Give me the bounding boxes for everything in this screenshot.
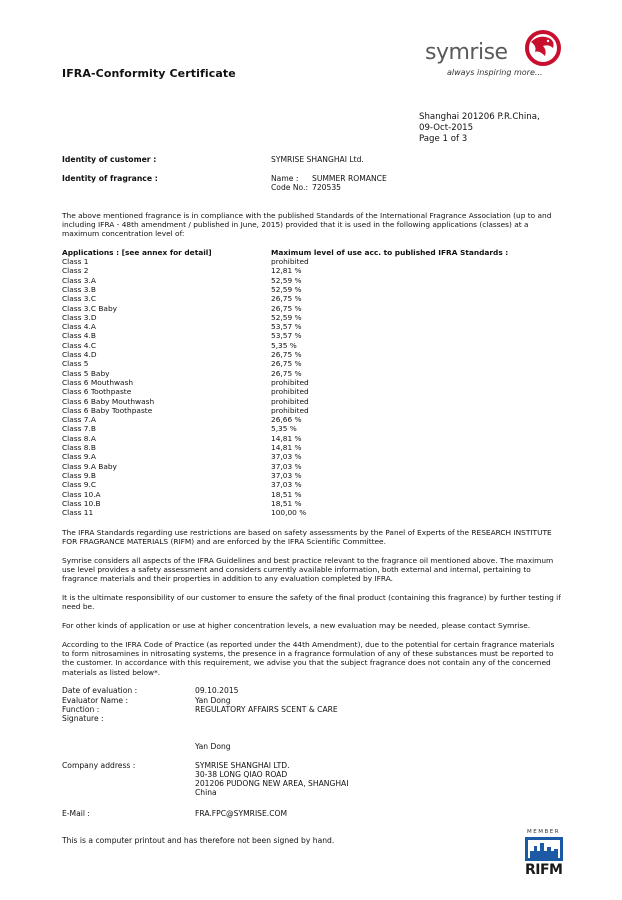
responsibility-paragraph: It is the ultimate responsibility of our customer to ensure the safety of the final product (containing this fragrance) by further testing if need be.	[62, 593, 561, 612]
class-max-level: prohibited	[271, 387, 309, 397]
function-value: REGULATORY AFFAIRS SCENT & CARE	[195, 705, 338, 714]
class-max-level: 14,81 %	[271, 433, 302, 443]
class-name: Class 4.A	[62, 322, 96, 332]
class-name: Class 7.B	[62, 424, 96, 434]
company-address-label: Company address :	[62, 761, 136, 770]
class-row	[62, 508, 362, 517]
class-row	[62, 331, 362, 340]
class-name: Class 6 Mouthwash	[62, 377, 134, 387]
class-name: Class 1	[62, 257, 89, 266]
class-max-level: 37,03 %	[271, 480, 302, 490]
class-max-level: 12,81 %	[271, 266, 302, 276]
rifm-member-text: MEMBER	[527, 829, 561, 835]
email-label: E-Mail :	[62, 809, 90, 818]
evaluation-date-value: 09.10.2015	[195, 686, 239, 695]
location: Shanghai 201206 P.R.China,	[419, 112, 540, 122]
class-row	[62, 304, 362, 313]
ifra-standards-paragraph: The IFRA Standards regarding use restrictions are based on safety assessments by the Panel of Experts of the RESEARCH INSTITUTE FOR FRAGRANCE MATERIALS (RIFM) and are enforced by the IFRA Scientific Committee.	[62, 528, 552, 547]
class-max-level: 53,57 %	[271, 331, 302, 341]
symrise-considerations-paragraph: Symrise considers all aspects of the IFRA Guidelines and best practice relevant to the fragrance oil mentioned above. The maximum use level provides a safety assessment and considers currently available information, both external and internal, pertaining to fragrance materials and their properties in addition to any evaluation completed by IFRA.	[62, 556, 554, 584]
class-name: Class 10.B	[62, 498, 101, 508]
class-row	[62, 350, 362, 359]
class-row	[62, 257, 362, 266]
class-max-level: 52,59 %	[271, 284, 302, 294]
class-max-level: 14,81 %	[271, 443, 302, 452]
class-row	[62, 276, 362, 285]
class-row	[62, 359, 362, 368]
class-row	[62, 462, 362, 471]
max-level-header: Maximum level of use acc. to published IFRA Standards :	[271, 248, 509, 257]
address-line-2: 30-38 LONG QIAO ROAD	[195, 770, 288, 779]
class-row	[62, 322, 362, 331]
class-row	[62, 480, 362, 489]
class-name: Class 7.A	[62, 415, 96, 425]
evaluator-label: Evaluator Name :	[62, 696, 129, 705]
class-name: Class 5	[62, 359, 89, 369]
class-name: Class 9.B	[62, 470, 96, 480]
class-row	[62, 490, 362, 499]
class-row	[62, 294, 362, 303]
customer-label: Identity of customer :	[62, 155, 157, 164]
function-label: Function :	[62, 705, 100, 714]
class-name: Class 3.D	[62, 312, 97, 322]
class-max-level: 18,51 %	[271, 489, 302, 499]
dragon-emblem-icon	[523, 28, 563, 68]
header-location-block	[419, 112, 540, 145]
class-name: Class 6 Baby Mouthwash	[62, 396, 155, 406]
class-max-level: 52,59 %	[271, 275, 302, 285]
class-max-level: 26,75 %	[271, 359, 302, 369]
class-name: Class 3.C	[62, 294, 97, 304]
class-name: Class 9.A	[62, 452, 96, 462]
class-row	[62, 471, 362, 480]
email-value: FRA.FPC@SYMRISE.COM	[195, 809, 288, 818]
class-row	[62, 452, 362, 461]
class-name: Class 4.D	[62, 350, 97, 359]
class-row	[62, 443, 362, 452]
class-max-level: 52,59 %	[271, 312, 302, 322]
class-max-level: 26,75 %	[271, 368, 302, 378]
class-row	[62, 397, 362, 406]
class-row	[62, 406, 362, 415]
name-value: SUMMER ROMANCE	[312, 174, 387, 183]
code-label: Code No.:	[271, 183, 309, 192]
symrise-logo	[425, 28, 565, 84]
class-name: Class 9.A Baby	[62, 461, 117, 471]
address-line-3: 201206 PUDONG NEW AREA, SHANGHAI	[195, 779, 349, 788]
class-name: Class 2	[62, 266, 89, 276]
class-row	[62, 341, 362, 350]
applications-header: Applications : [see annex for detail]	[62, 248, 212, 257]
logo-wordmark: symrise	[425, 40, 508, 65]
class-row	[62, 424, 362, 433]
code-value: 720535	[312, 183, 341, 192]
class-row	[62, 415, 362, 424]
certificate-title: IFRA-Conformity Certificate	[62, 67, 236, 80]
class-row	[62, 313, 362, 322]
class-max-level: 37,03 %	[271, 470, 302, 480]
class-name: Class 6 Toothpaste	[62, 387, 132, 397]
class-max-level: 37,03 %	[271, 452, 302, 462]
customer-value: SYMRISE SHANGHAI Ltd.	[271, 155, 364, 164]
class-max-level: 5,35 %	[271, 424, 297, 434]
class-row	[62, 378, 362, 387]
evaluator-value: Yan Dong	[195, 696, 231, 705]
address-line-1: SYMRISE SHANGHAI LTD.	[195, 761, 290, 770]
class-name: Class 3.A	[62, 275, 96, 285]
class-name: Class 5 Baby	[62, 368, 110, 378]
class-name: Class 3.B	[62, 284, 96, 294]
other-application-paragraph: For other kinds of application or use at higher concentration levels, a new evaluation may be needed, please contact Symrise.	[62, 621, 531, 630]
class-max-level: 37,03 %	[271, 461, 302, 471]
address-line-4: China	[195, 788, 217, 797]
rifm-emblem-icon	[525, 837, 563, 861]
class-max-level: 100,00 %	[271, 508, 307, 518]
class-name: Class 4.B	[62, 331, 96, 341]
name-label: Name :	[271, 174, 299, 183]
class-max-level: prohibited	[271, 396, 309, 406]
class-name: Class 3.C Baby	[62, 303, 118, 313]
class-name: Class 11	[62, 508, 94, 518]
class-name: Class 8.B	[62, 443, 96, 452]
class-max-level: 53,57 %	[271, 322, 302, 332]
page-number: Page 1 of 3	[419, 134, 468, 144]
signer-name: Yan Dong	[195, 742, 231, 751]
class-row	[62, 434, 362, 443]
class-row	[62, 285, 362, 294]
intro-paragraph: The above mentioned fragrance is in compliance with the published Standards of the International Fragrance Association (up to and including IFRA - 48th amendment / published in June, 2015) provided that it is used in the following applications (classes) at a maximum concentration level of:	[62, 211, 552, 239]
class-row	[62, 369, 362, 378]
evaluation-date-label: Date of evaluation :	[62, 686, 138, 695]
class-max-level: 18,51 %	[271, 498, 302, 508]
class-name: Class 8.A	[62, 433, 96, 443]
class-row	[62, 387, 362, 396]
class-max-level: 26,75 %	[271, 303, 302, 313]
fragrance-label: Identity of fragrance :	[62, 174, 158, 183]
nitrosamines-paragraph: According to the IFRA Code of Practice (as reported under the 44th Amendment), due to the potential for certain fragrance materials to form nitrosamines in nitrosating systems, the presence in a fragrance formulation of any of these substances must be reported to the customer. In accordance with this requirement, we advise you that the subject fragrance does not contain any of the concerned materials as listed below*.	[62, 640, 555, 677]
class-max-level: prohibited	[271, 377, 309, 387]
class-name: Class 6 Baby Toothpaste	[62, 405, 153, 415]
signature-label: Signature :	[62, 714, 104, 723]
class-max-level: 26,66 %	[271, 415, 302, 425]
class-max-level: prohibited	[271, 405, 309, 415]
class-max-level: 26,75 %	[271, 350, 302, 359]
class-name: Class 9.C	[62, 480, 97, 490]
rifm-name: RIFM	[525, 862, 563, 878]
class-name: Class 10.A	[62, 489, 101, 499]
class-row	[62, 499, 362, 508]
issue-date: 09-Oct-2015	[419, 123, 474, 133]
class-max-level: 5,35 %	[271, 340, 297, 350]
footer-note: This is a computer printout and has therefore not been signed by hand.	[62, 836, 335, 845]
class-max-level: 26,75 %	[271, 294, 302, 304]
class-max-level: prohibited	[271, 257, 309, 266]
class-name: Class 4.C	[62, 340, 97, 350]
rifm-member-logo	[523, 829, 565, 879]
class-row	[62, 266, 362, 275]
logo-tagline: always inspiring more...	[447, 68, 543, 77]
